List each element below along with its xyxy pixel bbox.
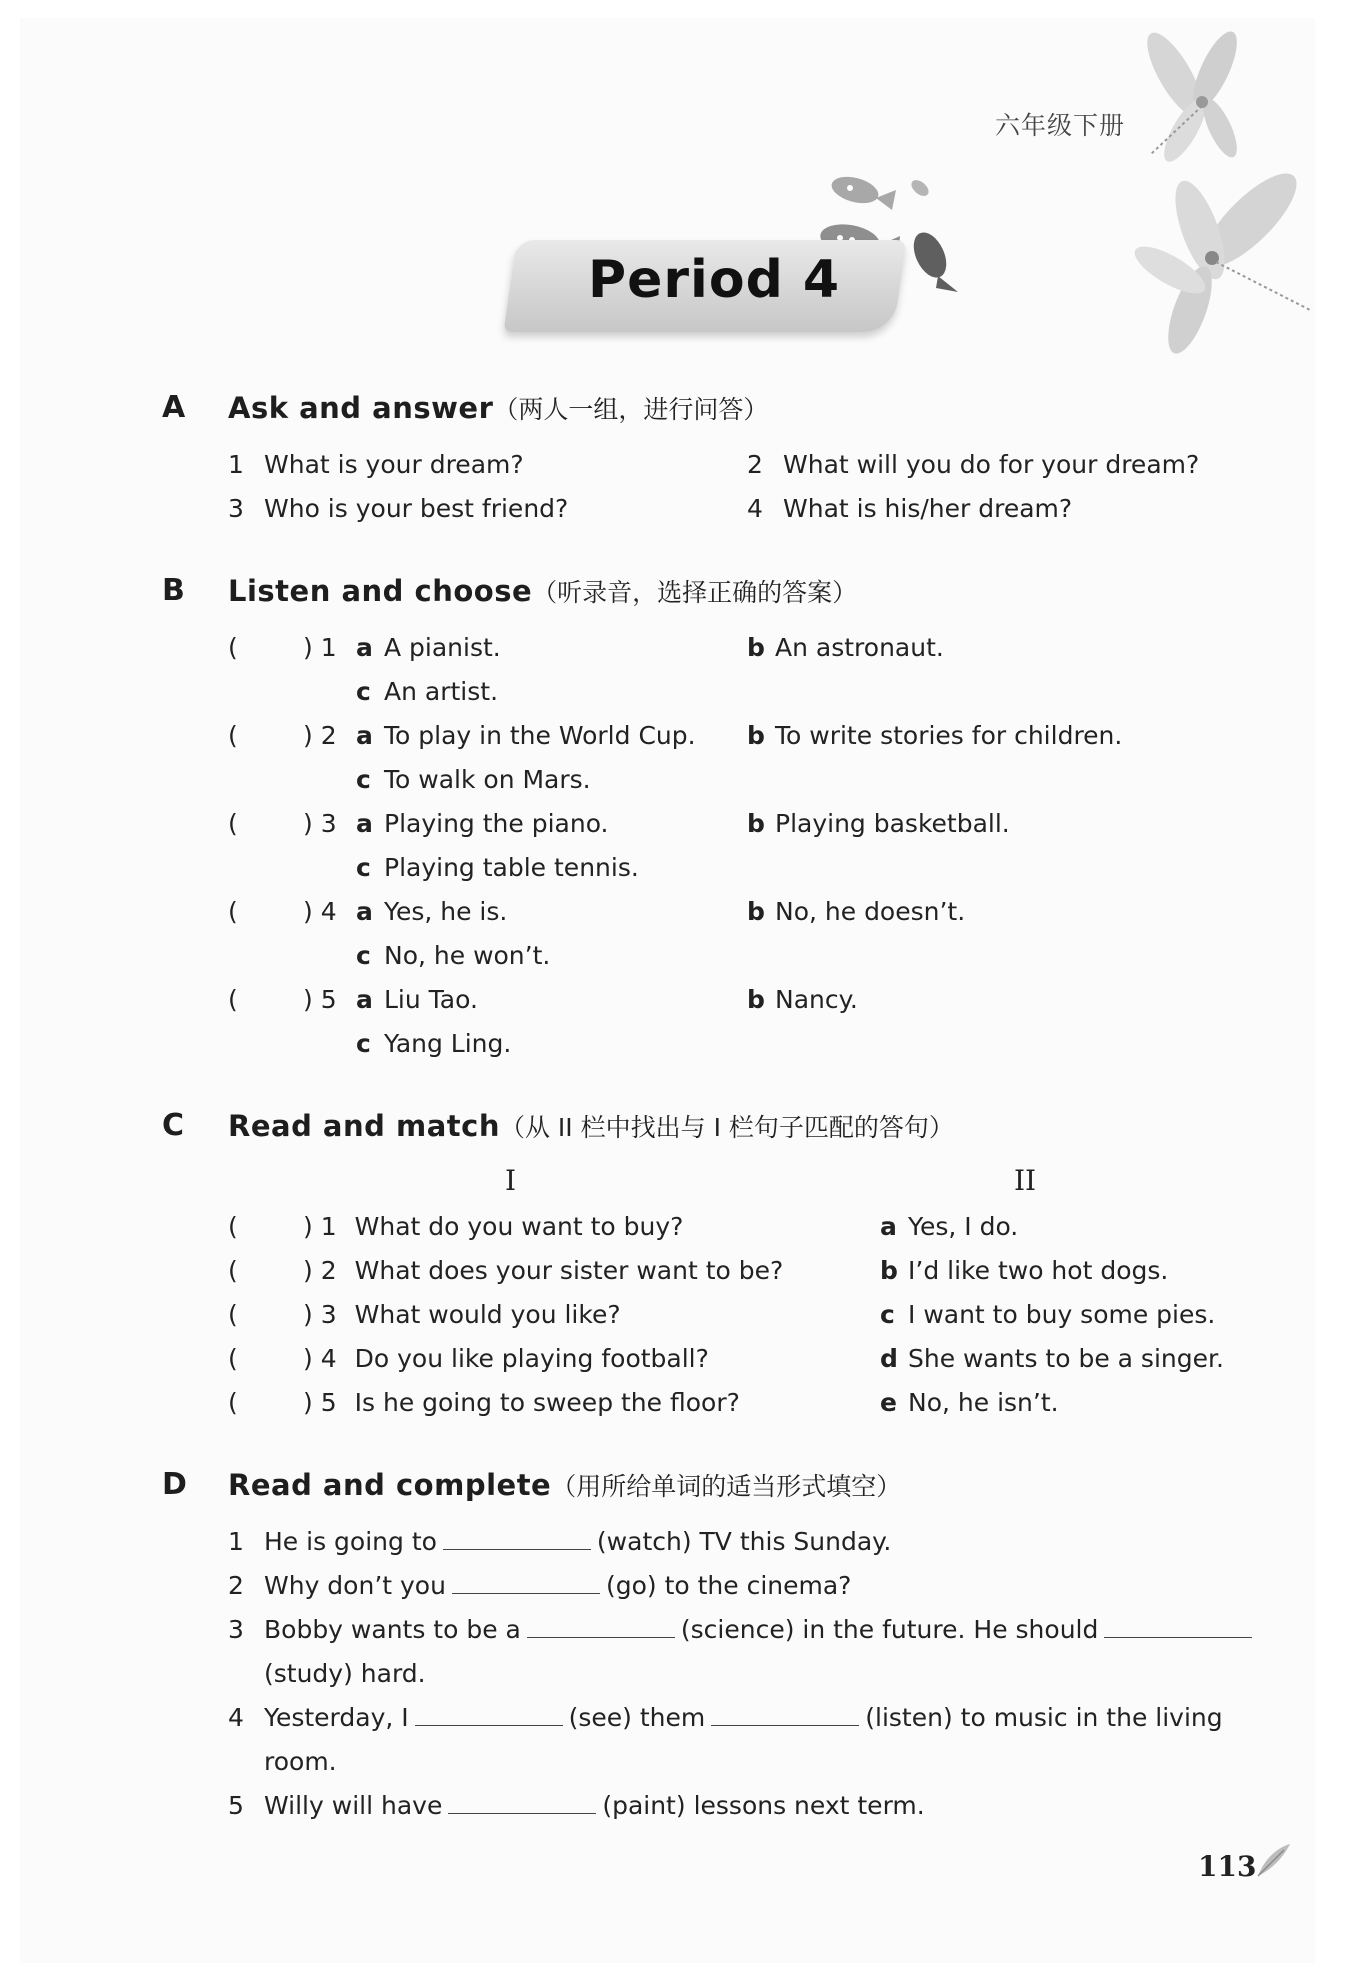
option-b: b To write stories for children. — [747, 721, 1123, 750]
option-b: b No, he doesn’t. — [747, 897, 966, 926]
answer-paren-open[interactable]: ( — [228, 721, 238, 750]
answer-paren-open[interactable]: ( — [228, 1388, 238, 1417]
option-a: a To play in the World Cup. — [356, 721, 696, 750]
fill-line-3-cont: (study) hard. — [264, 1659, 426, 1688]
section-b-letter: B — [162, 573, 185, 608]
option-c: c To walk on Mars. — [356, 765, 591, 794]
option-c: c No, he won’t. — [356, 941, 551, 970]
match-question: ) 5 Is he going to sweep the floor? — [303, 1388, 740, 1417]
fill-line-4: 4 Yesterday, I (see) them (listen) to music in the living — [228, 1703, 1223, 1732]
option-b: b Nancy. — [747, 985, 858, 1014]
column-2-header: II — [1014, 1164, 1037, 1197]
answer-paren-open[interactable]: ( — [228, 1300, 238, 1329]
answer-blank[interactable] — [443, 1529, 591, 1550]
match-question: ) 1 What do you want to buy? — [303, 1212, 684, 1241]
match-answer: b I’d like two hot dogs. — [880, 1256, 1169, 1285]
grade-label: 六年级下册 — [995, 111, 1126, 140]
column-1-header: I — [505, 1164, 517, 1197]
section-c-instruction: （从 II 栏中找出与 I 栏句子匹配的答句） — [499, 1113, 954, 1142]
answer-paren-open[interactable]: ( — [228, 897, 238, 926]
option-a: a Liu Tao. — [356, 985, 478, 1014]
answer-paren-open[interactable]: ( — [228, 1212, 238, 1241]
match-question: ) 4 Do you like playing football? — [303, 1344, 709, 1373]
fill-line-4-cont: room. — [264, 1747, 337, 1776]
answer-blank[interactable] — [448, 1793, 596, 1814]
option-c: c An artist. — [356, 677, 499, 706]
option-a: a Yes, he is. — [356, 897, 508, 926]
section-a-heading — [228, 390, 768, 426]
answer-paren-open[interactable]: ( — [228, 985, 238, 1014]
answer-blank[interactable] — [711, 1705, 859, 1726]
section-a-item: 2 What will you do for your dream? — [747, 450, 1200, 479]
answer-paren-open[interactable]: ( — [228, 1344, 238, 1373]
fill-line-3: 3 Bobby wants to be a (science) in the future. He should — [228, 1615, 1258, 1644]
leaf-icon — [1254, 1840, 1294, 1880]
section-d-title: Read and complete — [228, 1468, 552, 1502]
section-d-letter: D — [162, 1467, 187, 1502]
section-a-item: 3 Who is your best friend? — [228, 494, 569, 523]
section-a-item: 4 What is his/her dream? — [747, 494, 1073, 523]
option-c: c Playing table tennis. — [356, 853, 639, 882]
page-title: Period 4 — [588, 250, 841, 310]
fill-line-1: 1 He is going to (watch) TV this Sunday. — [228, 1527, 892, 1556]
option-b: b An astronaut. — [747, 633, 944, 662]
option-a: a A pianist. — [356, 633, 501, 662]
section-b-instruction: （听录音，选择正确的答案） — [532, 578, 858, 607]
section-a-letter: A — [162, 390, 186, 425]
option-c: c Yang Ling. — [356, 1029, 512, 1058]
section-d-instruction: （用所给单词的适当形式填空） — [551, 1472, 902, 1501]
section-d-heading — [228, 1467, 901, 1503]
answer-blank[interactable] — [1104, 1617, 1252, 1638]
question-number: ) 5 — [303, 985, 337, 1014]
match-answer: c I want to buy some pies. — [880, 1300, 1216, 1329]
section-a-instruction: （两人一组，进行问答） — [493, 395, 769, 424]
match-answer: a Yes, I do. — [880, 1212, 1019, 1241]
page-number: 113 — [1198, 1850, 1257, 1883]
fill-line-5: 5 Willy will have (paint) lessons next term. — [228, 1791, 925, 1820]
option-b: b Playing basketball. — [747, 809, 1010, 838]
match-answer: d She wants to be a singer. — [880, 1344, 1224, 1373]
dragonfly-right-icon — [1130, 150, 1320, 370]
fill-line-2: 2 Why don’t you (go) to the cinema? — [228, 1571, 852, 1600]
section-c-title: Read and match — [228, 1109, 500, 1143]
answer-blank[interactable] — [415, 1705, 563, 1726]
option-a: a Playing the piano. — [356, 809, 609, 838]
answer-blank[interactable] — [452, 1573, 600, 1594]
answer-paren-open[interactable]: ( — [228, 809, 238, 838]
match-question: ) 3 What would you like? — [303, 1300, 621, 1329]
match-question: ) 2 What does your sister want to be? — [303, 1256, 784, 1285]
answer-paren-open[interactable]: ( — [228, 633, 238, 662]
match-answer: e No, he isn’t. — [880, 1388, 1059, 1417]
question-number: ) 1 — [303, 633, 337, 662]
section-c-heading — [228, 1108, 954, 1144]
section-b-heading — [228, 573, 857, 609]
answer-blank[interactable] — [527, 1617, 675, 1638]
question-number: ) 2 — [303, 721, 337, 750]
section-b-title: Listen and choose — [228, 574, 533, 608]
section-a-item: 1 What is your dream? — [228, 450, 524, 479]
question-number: ) 4 — [303, 897, 337, 926]
section-a-title: Ask and answer — [228, 391, 494, 425]
answer-paren-open[interactable]: ( — [228, 1256, 238, 1285]
section-c-letter: C — [162, 1108, 185, 1143]
question-number: ) 3 — [303, 809, 337, 838]
dragonfly-top-icon — [1130, 20, 1260, 170]
